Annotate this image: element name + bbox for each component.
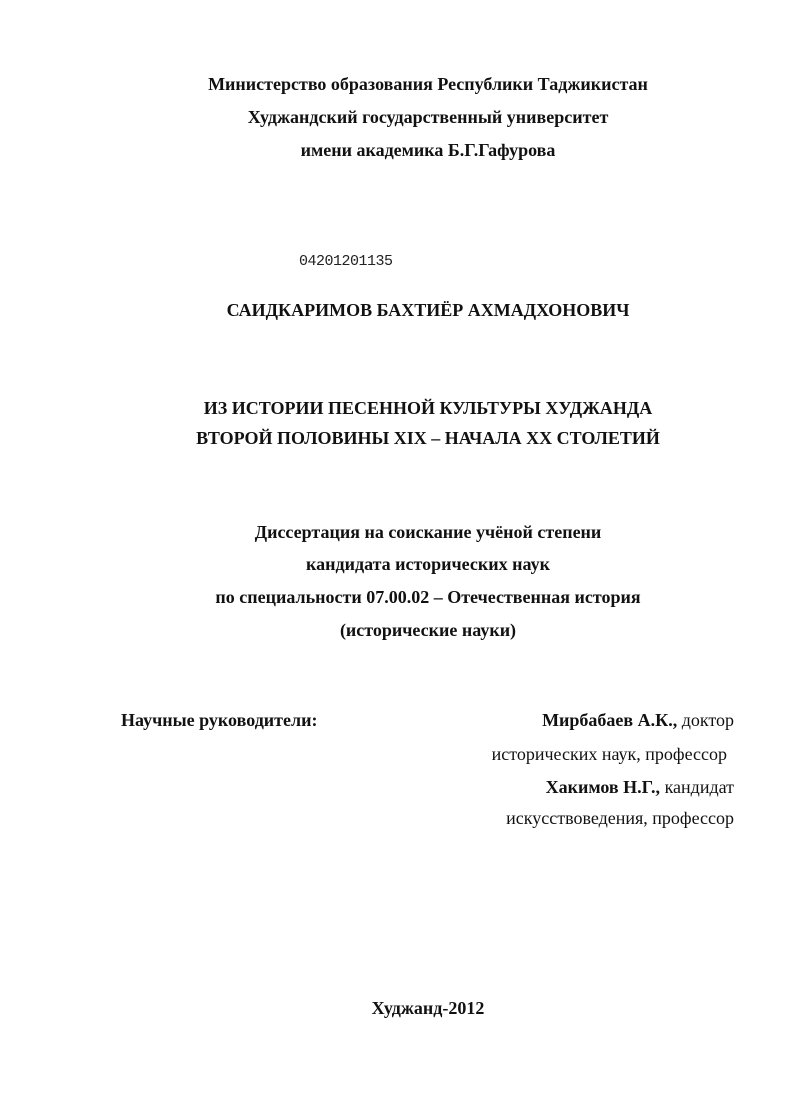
registration-code: 04201201135	[299, 253, 393, 270]
supervisors-label: Научные руководители:	[121, 710, 318, 730]
supervisor-2-degree: кандидат	[664, 777, 734, 797]
title-line-2: ВТОРОЙ ПОЛОВИНЫ XIX – НАЧАЛА XX СТОЛЕТИЙ	[196, 428, 660, 448]
dissertation-line-1: Диссертация на соискание учёной степени	[254, 522, 602, 542]
dissertation-line-2: кандидата исторических наук	[306, 554, 550, 574]
title-line-1: ИЗ ИСТОРИИ ПЕСЕННОЙ КУЛЬТУРЫ ХУДЖАНДА	[203, 398, 653, 418]
supervisor-2-name: Хакимов Н.Г.,	[545, 777, 661, 797]
dissertation-line-4: (исторические науки)	[339, 620, 517, 640]
supervisor-1-degree: доктор	[681, 710, 734, 730]
university-heading: Худжандский государственный университет	[247, 107, 609, 127]
dissertation-line-3: по специальности 07.00.02 – Отечественная история	[215, 587, 641, 607]
author-name: САИДКАРИМОВ БАХТИЁР АХМАДХОНОВИЧ	[226, 300, 630, 320]
supervisor-2	[546, 776, 734, 798]
city-year: Худжанд-2012	[371, 998, 485, 1018]
university-name-heading: имени академика Б.Г.Гафурова	[300, 140, 556, 160]
supervisor-1-name: Мирбабаев А.К.,	[542, 710, 678, 730]
supervisor-1-title: исторических наук, профессор	[491, 744, 727, 764]
ministry-heading: Министерство образования Республики Таджикистан	[208, 74, 648, 94]
supervisor-1	[542, 709, 734, 731]
supervisor-2-title: искусствоведения, профессор	[506, 808, 734, 828]
